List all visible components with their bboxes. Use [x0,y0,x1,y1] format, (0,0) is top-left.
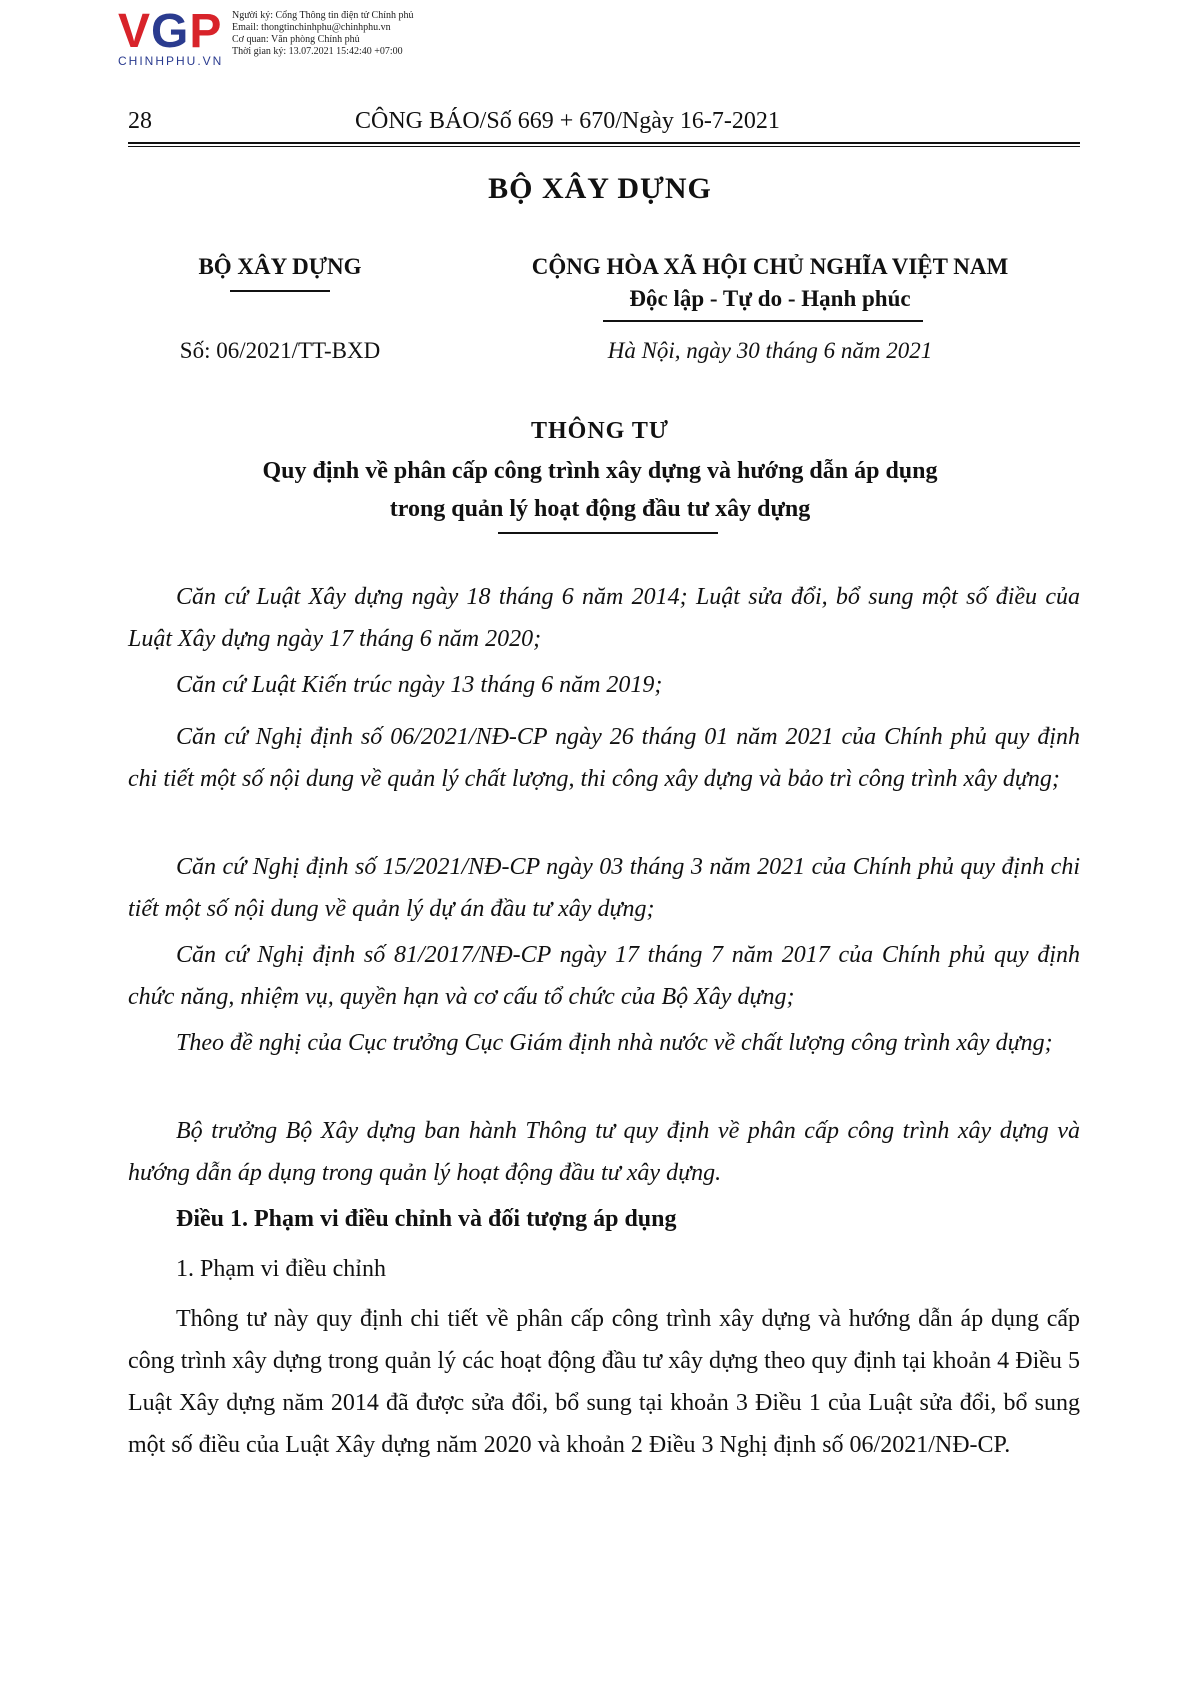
signature-line: Thời gian ký: 13.07.2021 15:42:40 +07:00 [232,46,403,57]
signature-line: Người ký: Cổng Thông tin điện tử Chính phủ [232,10,414,21]
issuer-underline [230,290,330,292]
title-line: trong quản lý hoạt động đầu tư xây dựng [389,496,811,522]
issuer: BỘ XÂY DỰNG [198,254,362,279]
gazette-header: CÔNG BÁO/Số 669 + 670/Ngày 16-7-2021 [355,108,780,134]
republic-name: CỘNG HÒA XÃ HỘI CHỦ NGHĨA VIỆT NAM [531,254,1009,279]
header-rule [128,146,1080,147]
document-title [180,452,1020,528]
place-date: Hà Nội, ngày 30 tháng 6 năm 2021 [607,338,933,363]
preamble-paragraph: Căn cứ Luật Kiến trúc ngày 13 tháng 6 năm 2019; [176,672,663,698]
title-underline [498,532,718,534]
header-rule [128,142,1080,144]
preamble-paragraph: Theo đề nghị của Cục trưởng Cục Giám định nhà nước về chất lượng công trình xây dựng; [176,1030,1053,1056]
article-heading: Điều 1. Phạm vi điều chỉnh và đối tượng áp dụng [176,1206,677,1232]
preamble-paragraph: Căn cứ Nghị định số 15/2021/NĐ-CP ngày 03 tháng 3 năm 2021 của Chính phủ quy định chi tiết một số nội dung về quản lý dự án đầu tư xây dựng; [128,854,1080,922]
clause-body: Thông tư này quy định chi tiết về phân cấp công trình xây dựng và hướng dẫn áp dụng cấp công trình xây dựng trong quản lý các hoạt động đầu tư xây dựng theo quy định tại khoản 4 Điều 5 Luật Xây dựng năm 2014 đã được sửa đổi, bổ sung tại khoản 3 Điều 1 của Luật sửa đổi, bổ sung một số điều của Luật Xây dựng năm 2020 và khoản 2 Điều 3 Nghị định số 06/2021/NĐ-CP. [128,1306,1080,1458]
page-number: 28 [128,108,152,134]
signature-line: Email: thongtinchinhphu@chinhphu.vn [232,22,391,33]
national-motto: Độc lập - Tự do - Hạnh phúc [629,286,911,311]
preamble-paragraph: Căn cứ Luật Xây dựng ngày 18 tháng 6 năm 2014; Luật sửa đổi, bổ sung một số điều của Luật Xây dựng ngày 17 tháng 6 năm 2020; [128,584,1080,652]
document-type: THÔNG TƯ [530,418,670,444]
motto-underline [603,320,923,322]
title-line: Quy định về phân cấp công trình xây dựng và hướng dẫn áp dụng [262,458,938,484]
document-number: Số: 06/2021/TT-BXD [179,338,381,363]
preamble-paragraph: Căn cứ Nghị định số 06/2021/NĐ-CP ngày 26 tháng 01 năm 2021 của Chính phủ quy định chi tiết một số nội dung về quản lý chất lượng, thi công xây dựng và bảo trì công trình xây dựng; [128,724,1080,792]
clause-heading: 1. Phạm vi điều chỉnh [176,1256,386,1282]
ministry-heading: BỘ XÂY DỰNG [488,172,712,205]
signature-line: Cơ quan: Văn phòng Chính phủ [232,34,360,45]
vgp-logo [118,6,238,68]
preamble-paragraph: Bộ trưởng Bộ Xây dựng ban hành Thông tư quy định về phân cấp công trình xây dựng và hướng dẫn áp dụng trong quản lý hoạt động đầu tư xây dựng. [128,1118,1080,1186]
logo-wordmark: VGP [118,5,223,58]
digital-signature [232,10,414,58]
preamble-paragraph: Căn cứ Nghị định số 81/2017/NĐ-CP ngày 17 tháng 7 năm 2017 của Chính phủ quy định chức năng, nhiệm vụ, quyền hạn và cơ cấu tổ chức của Bộ Xây dựng; [128,942,1080,1010]
logo-site: CHINHPHU.VN [118,54,224,68]
